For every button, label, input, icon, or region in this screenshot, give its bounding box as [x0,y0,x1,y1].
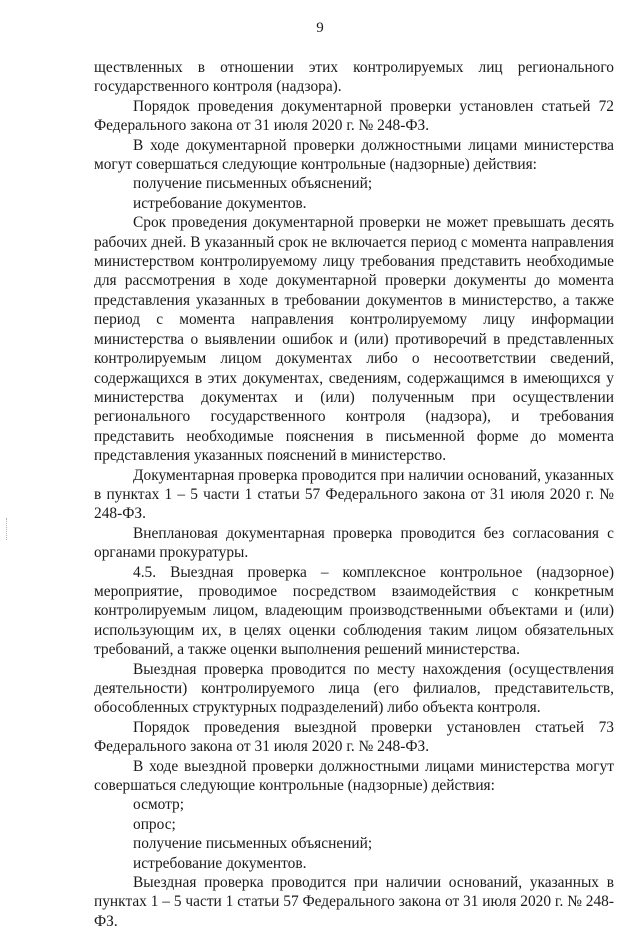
paragraph: Выездная проверка проводится по месту нахождения (осуществления деятельности) контролируемого лица (его филиалов, представительств, обособленных структурных подразделений) либо объекта контроля. [94,660,614,717]
paragraph: Документарная проверка проводится при наличии оснований, указанных в пунктах 1 – 5 части 1 статьи 57 Федерального закона от 31 июля 2020 г. № 248-ФЗ. [94,466,614,523]
paragraph: 4.5. Выездная проверка – комплексное контрольное (надзорное) мероприятие, проводимое посредством взаимодействия с конкретным контролируемым лицом, владеющим производственными объектами и (или) использующим их, в целях оценки соблюдения таким лицом обязательных требований, а также оценки выполнения решений министерства. [94,563,614,659]
list-item: получение письменных объяснений; [133,175,373,193]
page-number: 9 [316,20,324,36]
paragraph: В ходе выездной проверки должностными лицами министерства могут совершаться следующие контрольные (надзорные) действия: [94,757,614,795]
paragraph: Порядок проведения документарной проверки установлен статьей 72 Федерального закона от 31 июля 2020 г. № 248-ФЗ. [94,97,614,135]
paragraph: Порядок проведения выездной проверки установлен статьей 73 Федерального закона от 31 июля 2020 г. № 248-ФЗ. [94,718,614,756]
paragraph: Выездная проверка проводится при наличии оснований, указанных в пунктах 1 – 5 части 1 статьи 57 Федерального закона от 31 июля 2020 г. № 248-ФЗ. [94,874,614,930]
paragraph: Внеплановая документарная проверка проводится без согласования с органами прокуратуры. [94,524,614,562]
list-item: истребование документов. [133,854,307,872]
list-item: осмотр; [133,796,185,814]
list-item: истребование документов. [133,194,307,212]
paragraph: ществленных в отношении этих контролируемых лиц регионального государственного контроля (надзора). [94,59,614,96]
list-item: опрос; [133,815,176,833]
paragraph: Срок проведения документарной проверки не может превышать десять рабочих дней. В указанный срок не включается период с момента направления министерством контролируемому лицу требования представить необходимые для рассмотрения в ходе документарной проверки документы до момента представления указанных в требовании документов в министерство, а также период с момента направления контролируемому лицу информации министерства о выявлении ошибок и (или) противоречий в представленных контролируемым лицом документах либо о несоответствии сведений, содержащихся в этих документах, сведениям, содержащимся в имеющихся у министерства документах и (или) полученным при осуществлении регионального государственного контроля (надзора), и требования представить необходимые пояснения в письменной форме до момента представления указанных пояснений в министерство. [94,214,614,465]
paragraph: В ходе документарной проверки должностными лицами министерства могут совершаться следующие контрольные (надзорные) действия: [94,136,614,174]
scan-margin-mark [6,518,8,540]
list-item: получение письменных объяснений; [133,835,373,853]
document-body [94,58,614,931]
